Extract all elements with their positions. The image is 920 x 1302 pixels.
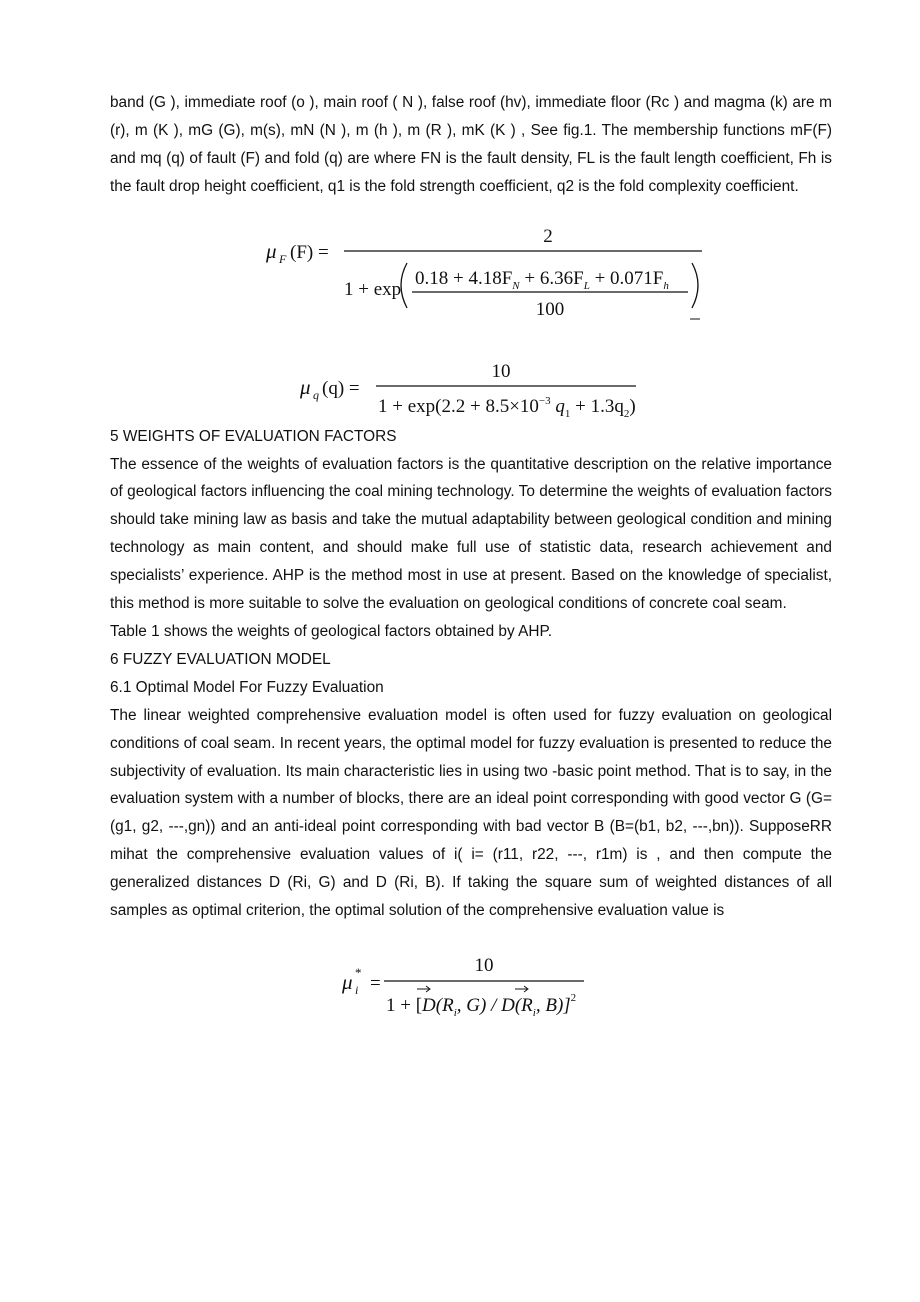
intro-paragraph: band (G ), immediate roof (o ), main roof ( N ), false roof (hv), immediate floor (Rc ) and magma (k) are m (r), m (K ), mG (G), m(s), mN (N ), m (h ), m (R ), mK (K ) , See fig.1. The membership functions mF(F) and mq (q) of fault (F) and fold (q) are where FN is the fault density, FL is the fault length coefficient, Fh is the fault drop height coefficient, q1 is the fold strength coefficient, q2 is the fold complexity coefficient. xyxy=(110,94,832,195)
section61-paragraph: The linear weighted comprehensive evaluation model is often used for fuzzy evaluation on geological conditions of coal seam. In recent years, the optimal model for fuzzy evaluation is presented to reduce the subjectivity of evaluation. Its main characteristic lies in using two -basic point method. That is to say, in the evaluation system with a number of blocks, there are an ideal point corresponding with good vector G (G=(g1, g2, ---,gn)) and an anti-ideal point corresponding with bad vector B (B=(b1, b2, ---,bn)). SupposeRR mihat the comprehensive evaluation values of i( i= (r11, r22, ---, r1m) is , and then compute the generalized distances D (Ri, G) and D (Ri, B). If taking the square sum of weighted distances of all samples as optimal criterion, the optimal solution of the comprehensive evaluation value is xyxy=(110,706,832,920)
eq3-numerator: 10 xyxy=(474,954,494,976)
eq1-inner-numerator: $0.18 + 4.18F_N + 6.36F_L + 0.071F_h$ xyxy=(415,267,669,292)
equation-fault-membership xyxy=(110,201,832,353)
eq2-numerator: 10 xyxy=(491,360,511,382)
eq2-lhs-arg: (q) = xyxy=(322,377,360,399)
section6-heading: 6 FUZZY EVALUATION MODEL xyxy=(110,650,331,668)
section5-paragraph: The essence of the weights of evaluation factors is the quantitative description on the relative importance of geological factors influencing the coal mining technology. To determine the weights of evaluation factors should take mining law as basis and take the mutual adaptability between geological condition and mining technology as main content, and should make full use of statistic data, research achievement and specialists’ experience. AHP is the method most in use at present. Based on the knowledge of specialist, this method is more suitable to solve the evaluation on geological conditions of concrete coal seam. xyxy=(110,455,832,613)
eq2-denominator: $1 + \exp(2.2 + 8.5\times 10^{-3}$ $q_1 + 1.3q_2$) xyxy=(378,394,636,420)
eq3-equals: = xyxy=(370,972,381,994)
equation-optimal-svg xyxy=(110,925,832,1025)
svg-text:μ xyxy=(299,375,311,399)
paper-page xyxy=(110,89,832,1025)
equation-fault-svg xyxy=(110,201,832,353)
equation-fold-membership xyxy=(110,353,832,423)
eq1-lhs-arg: (F) = xyxy=(290,241,329,263)
equation-fold-svg xyxy=(110,353,832,423)
section61-heading: 6.1 Optimal Model For Fuzzy Evaluation xyxy=(110,678,384,696)
eq2-lhs-sub: q xyxy=(313,387,319,402)
eq3-denominator: $1 + [D(R_i$, $G) / D(R_i$, B)]$^2$ xyxy=(386,991,577,1019)
table-sentence: Table 1 shows the weights of geological factors obtained by AHP. xyxy=(110,622,553,640)
eq1-lhs-sub: F xyxy=(279,251,287,266)
eq1-numerator: 2 xyxy=(543,225,553,247)
eq1-mu: μ xyxy=(266,238,277,263)
eq3-lhs-sub: i xyxy=(355,982,359,997)
eq1-inner-denominator: 100 xyxy=(535,298,565,320)
equation-optimal-solution xyxy=(110,925,832,1025)
eq3-lhs-sup: * xyxy=(355,964,362,980)
eq3-mu: μ xyxy=(342,969,353,994)
svg-text:μ xyxy=(341,970,353,994)
eq2-mu: μ xyxy=(300,374,311,399)
section5-heading: 5 WEIGHTS OF EVALUATION FACTORS xyxy=(110,427,397,445)
eq1-denom-prefix: 1 + exp xyxy=(344,278,402,300)
svg-text:μ xyxy=(265,239,277,263)
